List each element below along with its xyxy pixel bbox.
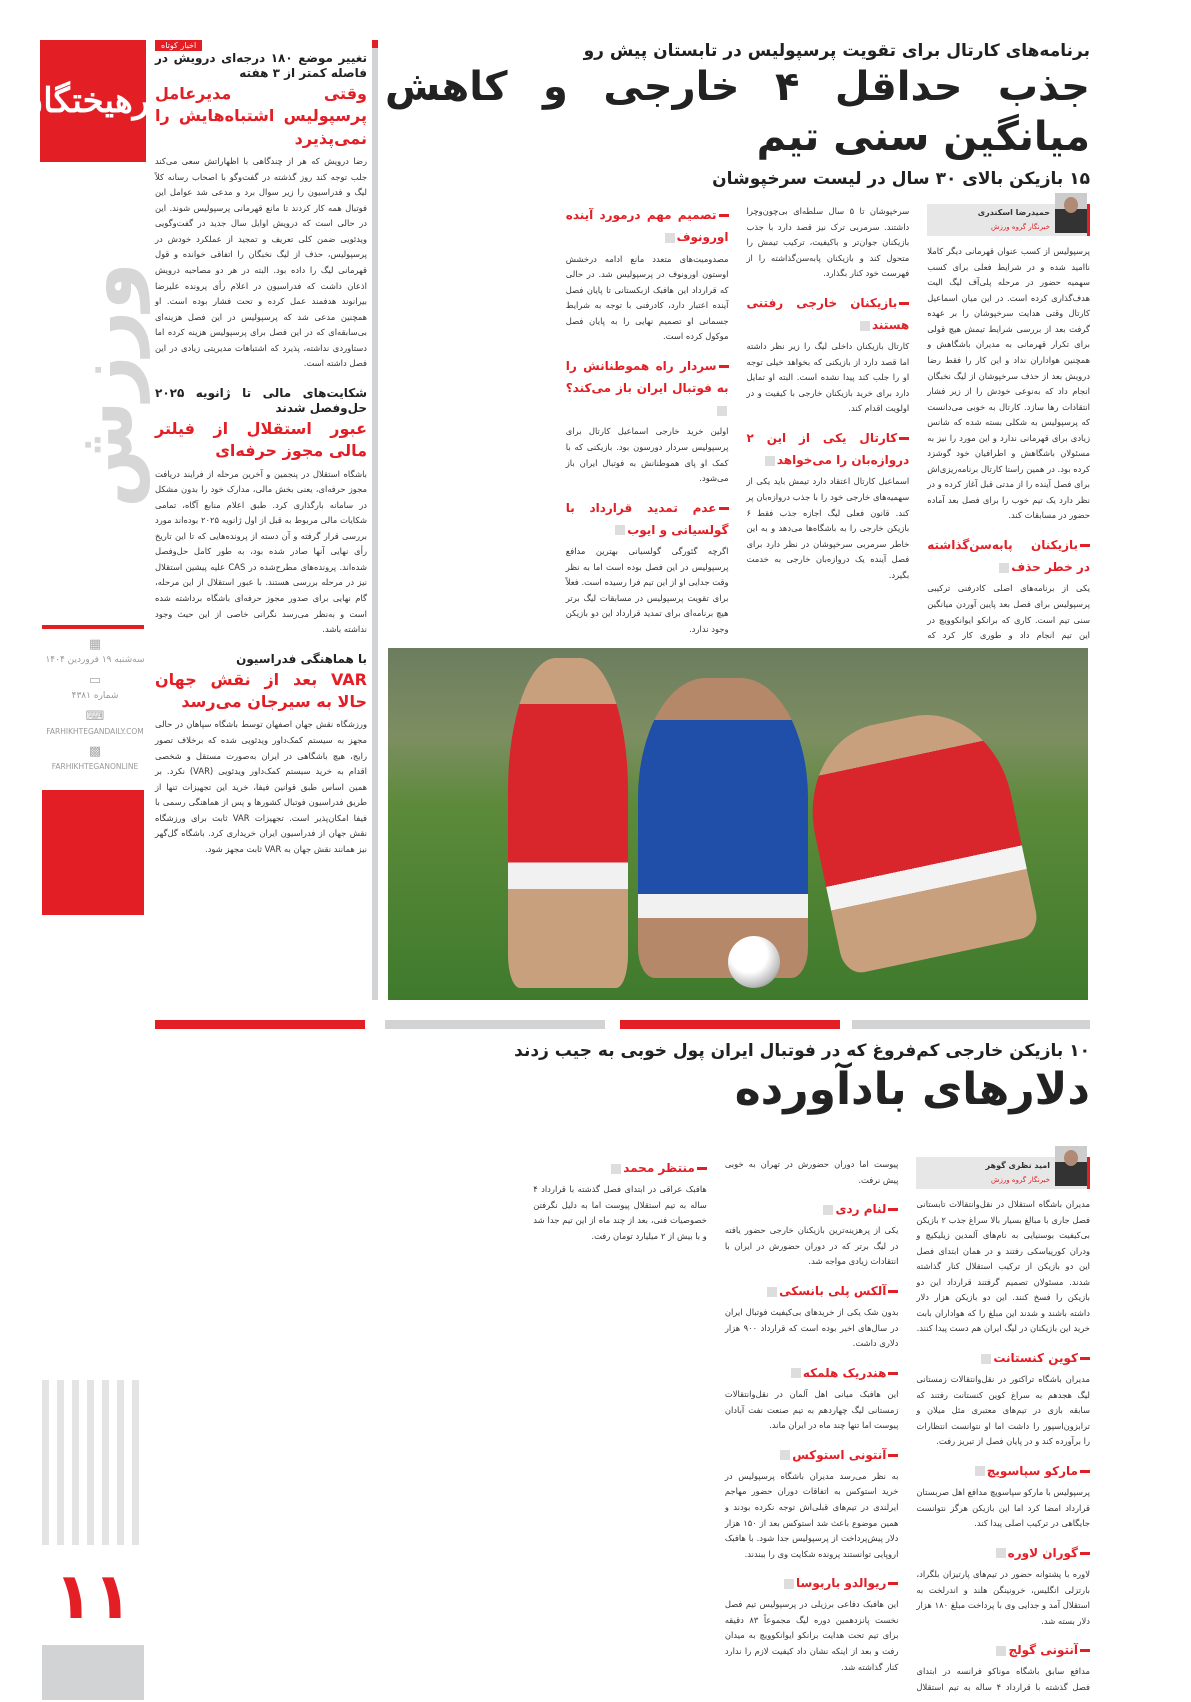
section-heading: بازیکنان خارجی رفتنی هستند xyxy=(747,292,910,336)
article-body xyxy=(385,204,1090,649)
section-heading: آلکس پلی بانسکی xyxy=(725,1280,899,1302)
column-rail xyxy=(372,40,378,1000)
issue-date: سه‌شنبه ۱۹ فروردین ۱۴۰۴ xyxy=(45,655,145,665)
main-article xyxy=(385,40,1090,649)
issue-info xyxy=(40,637,150,771)
section-heading: منتظر محمد xyxy=(533,1157,707,1179)
brief-supertitle: با هماهنگی فدراسیون xyxy=(236,651,367,666)
divider xyxy=(42,625,144,629)
author-byline xyxy=(927,204,1090,236)
brief-supertitle: تغییر موضع ۱۸۰ درجه‌ای درویش در فاصله کمتر از ۳ هفته xyxy=(155,51,367,80)
paragraph: این هافبک دفاعی برزیلی در پرسپولیس تیم فصل نخست پانزدهمین دوره لیگ مجموعاً ۸۳ دقیقه برای تیم تحت هدایت برانکو ایوانکوویچ به میدان رفت و بعد از اینکه نشان داد کیفیت لازم را ندارد کنار گذاشته شد. xyxy=(724,1599,899,1672)
red-block xyxy=(42,790,144,915)
article-subtitle: ۱۵ بازیکن بالای ۳۰ سال در لیست سرخپوشان xyxy=(712,169,1090,190)
paragraph: لاوره با پشتوانه حضور در تیم‌های پارتیزان بلگراد، بارتزلی انگلیس، خرونینگن هلند و اندرلخت به استقلال آمد و جدایی وی با پرداخت مبلغ ۱۸۰ هزار دلار بسته شد. xyxy=(916,1568,1090,1626)
brief-supertitle: شکایت‌های مالی تا ژانویه ۲۰۲۵ حل‌وفصل شدند xyxy=(155,385,367,415)
section-heading: آنتونی استوکس xyxy=(725,1444,899,1466)
author-byline xyxy=(916,1157,1090,1189)
paragraph: اولین خرید خارجی اسماعیل کارتال برای پرسپولیس سردار دورسون بود. بازیکنی که با کمک او پای هموطنانش به فوتبال ایران باز می‌شود. xyxy=(565,426,729,484)
paragraph: یکی از پرهزینه‌ترین بازیکنان خارجی حضور یافته در لیگ برتر که در دوران حضورش در ایران با انتقادات زیادی مواجه شد. xyxy=(724,1225,899,1267)
section-badge: اخبار کوتاه xyxy=(155,40,202,51)
brief-title: VAR بعد از نقش جهان حالا به سیرجان می‌رسد xyxy=(155,669,367,712)
website-link[interactable]: FARHIKHTEGANDAILY.COM xyxy=(46,727,144,736)
news-briefs xyxy=(155,40,367,857)
paragraph: کارتال بازیکنان داخلی لیگ را زیر نظر داشته اما قصد دارد از بازیکنی که بخواهد خیلی توجه او را جلب کند پیدا نشده است. البته او تمایل دارد برای خرید بازیکنان خارجی با کیفیت و در اولویت اقدام کند. xyxy=(746,341,910,414)
football xyxy=(728,936,780,988)
separator xyxy=(852,1020,1090,1029)
section-heading: ریوالدو باربوسا xyxy=(725,1572,899,1594)
section-heading: تصمیم مهم درمورد آینده اورونوف xyxy=(566,204,729,248)
author-avatar xyxy=(1055,193,1087,233)
author-name: امید نظری گوهر xyxy=(985,1161,1050,1171)
section-heading: لنام ردی xyxy=(725,1198,899,1220)
article-headline: جذب حداقل ۴ خارجی و کاهش میانگین سنی تیم xyxy=(385,64,1090,161)
section-heading: بازیکنان پابه‌سن‌گذاشته در خطر حذف xyxy=(927,534,1090,578)
page-number: ۱۱ xyxy=(53,1560,133,1634)
section-heading: گوران لاوره xyxy=(916,1542,1090,1564)
player-red-right xyxy=(795,700,1041,976)
section-heading: کارتال یکی از این ۲ دروازه‌بان را می‌خواهد xyxy=(747,427,910,471)
section-heading: کوین کنستانت xyxy=(916,1347,1090,1369)
paragraph: پرسپولیس با مارکو سپاسویچ مدافع اهل صربستان قرارداد امضا کرد اما این بازیکن هرگز نتوانست جایگاهی در ترکیب اصلی پیدا کند. xyxy=(916,1487,1090,1529)
section-heading: عدم تمدید قرارداد با گولسیانی و ایوب xyxy=(566,497,729,541)
number-icon: ▭ xyxy=(88,673,102,688)
paragraph: این هافبک میانی اهل آلمان در نقل‌وانتقالات زمستانی لیگ چهاردهم به تیم صنعت نفت آبادان پیوست اما تنها چند ماه در ایران ماند. xyxy=(724,1389,899,1431)
paragraph: به نظر می‌رسد مدیران باشگاه پرسپولیس در خرید استوکس به اتفاقات دوران حضور مهاجم ایرلندی در تیم‌های قبلی‌اش توجه نکرده بودند و همین موضوع باعث شد استوکس بعد از ۱۵۰ هزار دلار پیش‌پرداخت از پرسپولیس جدا شود. با هافبک اروپایی توانستند پرونده شکایت وی را ببندند. xyxy=(724,1470,899,1559)
brief-body: رضا درویش که هر از چندگاهی با اظهاراتش سعی می‌کند جلب توجه کند روز گذشته در گفت‌وگو با اصحاب رسانه کلاً لیگ و فدراسیون را زیر سوال برد و مدعی شد عوامل این فوتبال همه کار کردند تا مانع قهرمانی پرسپولیس شوند. این در حالی است که درویش اوایل سال جدید در گفت‌وگویی ویدئویی ضمن کلی تعریف و تمجید از عملکرد خودش در پرسپولیس، حذف از لیگ نخبگان را اتفاقی خوانده و قول قهرمانی لیگ را داده بود. البته در هر دو مصاحبه درویش اذعان داشت که فدراسیون در اعلام رأی پرونده علیرضا بیرانوند هدفمند عمل کرده و تحت فشار بوده است. او همچنین مدعی شد که پرسپولیس در این فصل هزینه‌ای بی‌سابقه‌ای که در این فصل برای پرسپولیس هزینه کرده اما دستاوردی نداشته، پذیرد که اشتباهات مدیریتی زیادی در این فصل داشته است. xyxy=(155,156,367,369)
author-role: خبرنگار گروه ورزش xyxy=(990,1176,1050,1185)
second-article xyxy=(150,1040,1090,1702)
brief-item xyxy=(155,652,367,858)
section-heading: آنتونی گولج xyxy=(916,1639,1090,1661)
issue-number: شماره ۴۳۸۱ xyxy=(71,691,119,701)
section-title: ورزش xyxy=(60,262,150,508)
article-supertitle: برنامه‌های کارتال برای تقویت پرسپولیس در تابستان پیش رو xyxy=(583,41,1090,61)
separator xyxy=(385,1020,605,1029)
web-icon: ⌨ xyxy=(85,709,105,724)
match-photo xyxy=(388,648,1088,1000)
author-avatar xyxy=(1055,1146,1087,1186)
player-red-left xyxy=(508,658,628,988)
article-body xyxy=(150,1157,1090,1702)
paragraph: بدون شک یکی از خریدهای بی‌کیفیت فوتبال ایران در سال‌های اخیر بوده است که قرارداد ۹۰۰ هزار دلاری داشت. xyxy=(724,1307,899,1349)
section-heading: سردار راه هموطنانش را به فوتبال ایران باز می‌کند؟ xyxy=(566,355,729,422)
paragraph: اگرچه گئورگی گولسیانی بهترین مدافع پرسپولیس در این فصل بوده است اما به نظر وقت جدایی او از این تیم فرا رسیده است. فعلاً برای تقویت پرسپولیس در مسابقات لیگ برتر هیچ برنامه‌ای برای تمدید قرارداد این دو بازیکن وجود ندارد. xyxy=(565,545,729,634)
paragraph: یکی از برنامه‌های اصلی کادرفنی ترکیبی پرسپولیس برای فصل بعد پایین آوردن میانگین سنی تیم است. کاری که برانکو ایوانکوویچ در این تیم انجام داد و طوری کار کرد که سرخپوشان تا ۵ سال سلطه‌ای بی‌چون‌وچرا داشتند. سرمربی ترک نیز قصد دارد با جذب بازیکنان جوان‌تر و باکیفیت، ترکیب تیمش را متحول کند و بازیکنان پابه‌سن‌گذاشته را از فهرست خود کنار بگذارد. xyxy=(746,206,1090,641)
calendar-icon: ▦ xyxy=(88,637,102,652)
separator xyxy=(155,1020,365,1029)
paragraph: هافبک عراقی در ابتدای فصل گذشته با قرارداد ۴ ساله به تیم استقلال پیوست اما به دلیل نگرفتن خصوصیات فنی، بعد از چند ماه از این تیم جدا شد و با بیش از ۲ میلیارد تومان رفت. xyxy=(533,1184,707,1241)
social-handle: FARHIKHTEGANONLINE xyxy=(51,762,139,771)
paragraph: مدافع سابق باشگاه موناکو فرانسه در ابتدای فصل گذشته با قرارداد ۴ ساله به تیم استقلال پیوست اما دوران حضورش در تهران به خوبی پیش نرفت. xyxy=(724,1159,1091,1692)
masthead-logo: فرهیختگان xyxy=(40,40,146,162)
brief-body: باشگاه استقلال در پنجمین و آخرین مرحله از فرایند دریافت مجوز حرفه‌ای، یعنی بخش مالی، مدارک خود را بدون مشکل در سامانه بارگذاری کرد. طبق اعلام منابع آگاه، تمامی شکایات مالی مربوط به قبل از اول ژانویه ۲۰۲۵ بوده‌اند مورد بررسی قرار گرفته و آن دسته از پرونده‌هایی که تا این تاریخ رأی نهایی آنها صادر شده بود، به طور کامل حل‌وفصل شده‌اند. پرونده‌های مطرح‌شده در CAS علیه پیشین استقلال نیز در مرحله بررسی هستند. با عبور استقلال از این مرحله، گام نهایی برای صدور مجوز حرفه‌ای باشگاه برداشته شده است و به‌نظر می‌رسد نگرانی خاصی از این حیث وجود نداشته باشد. xyxy=(155,468,367,635)
paragraph: پرسپولیس از کسب عنوان قهرمانی دیگر کاملا ناامید شده و در شرایط فعلی برای کسب سهمیه حضور در مرحله پلی‌آف لیگ الیت هدف‌گذاری کرده است. در این میان اسماعیل کارتال وقتی هدایت سرخپوشان را بر عهده گرفت بعد از بررسی شرایط تیمش هیچ قولی برای تکرار قهرمانی به مدیران باشگاهش و همچنین هواداران نداد و این کار را فقط رضا درویش بعد از حذف سرخپوشان از لیگ نخبگان انجام داد که به‌نوعی خودش را از زیر فشار انتقادات رها سازد. کارتال به خوبی می‌دانست که پرسپولیس به شکلی بسته شده که شانس زیادی برای قهرمانی ندارد و این مورد را نیز به مسئولان باشگاهش و اطرافیان خود گوشزد کرده بود. در همین راستا کارتال برنامه‌ریزی‌اش برای فصل آینده را از مدتی قبل آغاز کرده و در نظر دارد یک تیم خوب را برای فصل بعد آماده حضور در مسابقات کند. xyxy=(927,246,1090,521)
paragraph: مصدومیت‌های متعدد مانع ادامه درخشش اوستون اورونوف در پرسپولیس شد. در حالی که قرارداد این هافبک ازبکستانی تا پایان فصل آینده اعتبار دارد، کادرفنی با توجه به شرایط جسمانی او تصمیم نهایی را به پایان فصل موکول کرده است. xyxy=(565,253,729,342)
section-heading: مارکو سپاسویچ xyxy=(916,1460,1090,1482)
decorative-block xyxy=(42,1645,144,1700)
player-blue xyxy=(638,678,808,978)
brief-item xyxy=(155,386,367,638)
section-heading: هندریک هلمکه xyxy=(725,1362,899,1384)
qr-icon: ▩ xyxy=(88,744,102,759)
brief-title: عبور استقلال از فیلتر مالی مجوز حرفه‌ای xyxy=(155,418,367,461)
separator xyxy=(620,1020,840,1029)
article-supertitle: ۱۰ بازیکن خارجی کم‌فروغ که در فوتبال ایران پول خوبی به جیب زدند xyxy=(514,1041,1090,1061)
paragraph: اسماعیل کارتال اعتقاد دارد تیمش باید یکی از سهمیه‌های خارجی خود را با جذب دروازه‌بان پر کند. قانون فعلی لیگ اجازه جذب فقط ۶ بازیکن خارجی را به باشگاه‌ها می‌دهد و به این خاطر سرمربی سرخپوشان در نظر دارد برای فصل آینده یک دروازه‌بان خارجی به خدمت بگیرد. xyxy=(746,476,910,580)
brief-title: وقتی مدیرعامل پرسپولیس اشتباه‌هایش را نمی‌پذیرد xyxy=(155,84,367,148)
article-headline: دلارهای بادآورده xyxy=(734,1064,1090,1116)
rail-accent xyxy=(372,40,378,48)
paragraph: مدیران باشگاه استقلال در نقل‌وانتقالات تابستانی فصل جاری با مبالغ بسیار بالا سراغ جذب ۲ بازیکن بی‌کیفیت بوسنیایی به نام‌های آلمدین زیلیکیچ و ودران کورپیاسکی رفتند و در همان ابتدای فصل این دو بازیکن از ترکیب استقلال کنار گذاشته شدند. مسئولان تصمیم گرفتند قرارداد این دو بازیکن را فسخ کنند. این دو بازیکن هزار دلار داشته باشند و شدند این مبلغ را که هواداران بابت خرید این بازیکنان در لیگ ایران هم دست پیدا کنند. xyxy=(916,1199,1091,1334)
author-role: خبرنگار گروه ورزش xyxy=(990,223,1050,232)
brief-body: ورزشگاه نقش جهان اصفهان توسط باشگاه سپاهان در حالی مجهز به سیستم کمک‌داور ویدئویی شده که برخلاف تصور رایج، هیچ باشگاهی در ایران به‌صورت مستقل و شخصی اقدام به خرید سیستم کمک‌داور ویدئویی (VAR) نکرد. بر همین اساس طبق قوانین فیفا، خرید این تجهیزات تنها از طریق فدراسیون فوتبال کشورها و پس از هماهنگی رسمی با فیفا امکان‌پذیر است. تجهیزات VAR ثابت برای ورزشگاه نقش جهان از فدراسیون ایران خریداری کرد. باشگاه گل‌گهر نیز همانند نقش جهان به VAR ثابت مجهز شود. xyxy=(155,719,368,854)
paragraph: مدیران باشگاه تراکتور در نقل‌وانتقالات زمستانی لیگ هجدهم به سراغ کوین کنستانت رفتند که سابقه بازی در تیم‌های معتبری مثل میلان و ترابزون‌اسپور را داشت اما او نتوانست انتظارات را برآورده کند و در پایان فصل از تبریز رفت. xyxy=(916,1374,1090,1447)
author-name: حمیدرضا اسکندری xyxy=(977,208,1050,218)
decorative-pattern xyxy=(42,1380,144,1545)
brief-item xyxy=(155,40,367,372)
